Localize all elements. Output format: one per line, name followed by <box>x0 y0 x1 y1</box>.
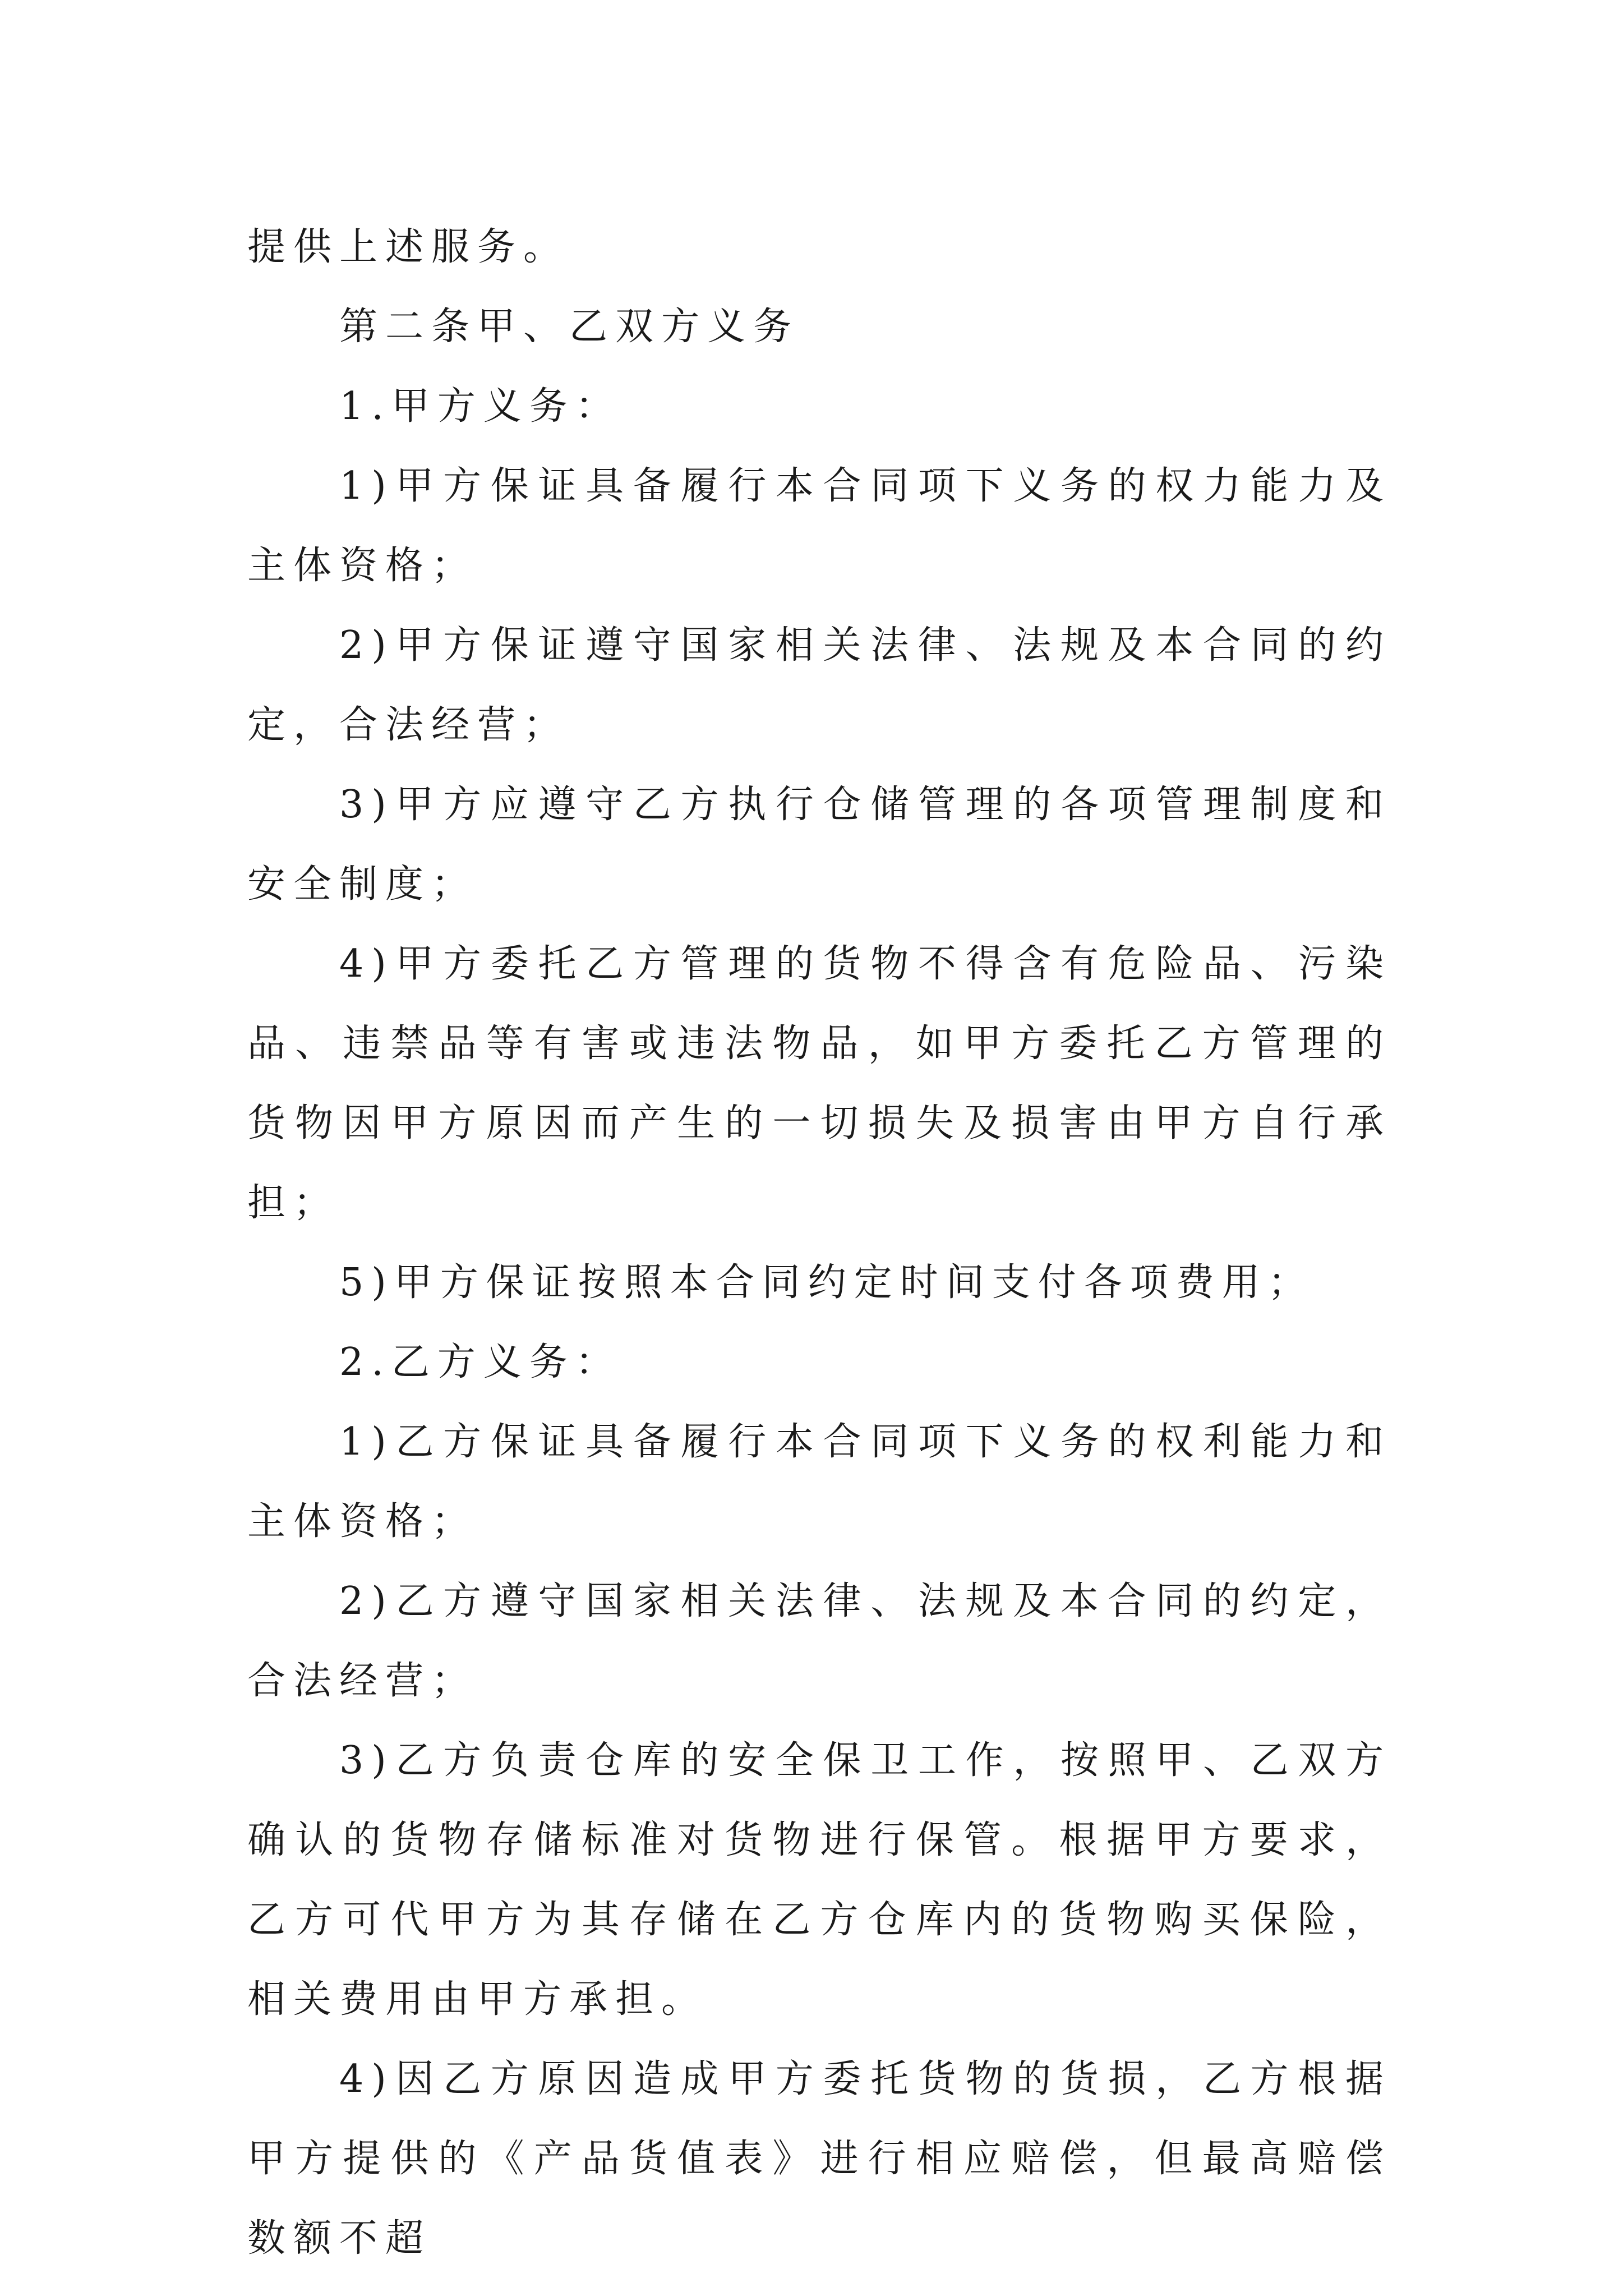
party-b-obligation-1: 1)乙方保证具备履行本合同项下义务的权利能力和主体资格； <box>247 1420 1391 1544</box>
party-a-obligation-5: 5)甲方保证按照本合同约定时间支付各项费用； <box>339 1260 1314 1305</box>
subheading-party-b-obligations: 2.乙方义务： <box>339 1340 621 1384</box>
subheading-party-a-obligations: 1.甲方义务： <box>339 384 621 429</box>
party-a-obligation-2: 2)甲方保证遵守国家相关法律、法规及本合同的约定，合法经营； <box>247 623 1391 747</box>
paragraph-service-end: 提供上述服务。 <box>247 225 570 269</box>
party-a-obligation-1: 1)甲方保证具备履行本合同项下义务的权力能力及主体资格； <box>247 464 1391 588</box>
party-b-obligation-2: 2)乙方遵守国家相关法律、法规及本合同的约定，合法经营； <box>247 1579 1391 1703</box>
party-b-obligation-3: 3)乙方负责仓库的安全保卫工作，按照甲、乙双方确认的货物存储标准对货物进行保管。根据甲方要求，乙方可代甲方为其存储在乙方仓库内的货物购买保险，相关费用由甲方承担。 <box>247 1738 1391 2022</box>
party-b-obligation-4: 4)因乙方原因造成甲方委托货物的货损，乙方根据甲方提供的《产品货值表》进行相应赔偿，但最高赔偿数额不超 <box>247 2057 1391 2261</box>
party-a-obligation-4: 4)甲方委托乙方管理的货物不得含有危险品、污染品、违禁品等有害或违法物品，如甲方委托乙方管理的货物因甲方原因而产生的一切损失及损害由甲方自行承担； <box>247 942 1391 1225</box>
document-body <box>247 208 1391 2279</box>
party-a-obligation-3: 3)甲方应遵守乙方执行仓储管理的各项管理制度和安全制度； <box>247 783 1391 907</box>
section-heading-article-2: 第二条甲、乙双方义务 <box>339 305 800 349</box>
